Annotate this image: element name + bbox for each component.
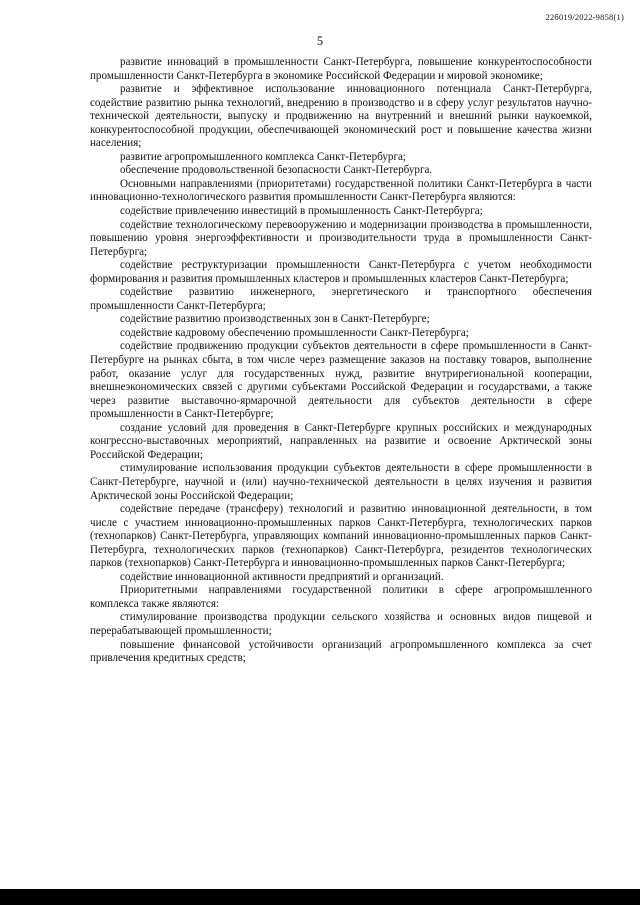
paragraph: содействие технологическому перевооружению и модернизации производства в промышленности, повышению уровня энергоэффективности и производительности труда в промышленности Санкт-Петербурга; — [90, 218, 592, 258]
document-body — [90, 56, 592, 666]
document-id: 22б019/2022-9858(1) — [545, 12, 624, 22]
paragraph: обеспечение продовольственной безопасности Санкт-Петербурга. — [120, 164, 433, 177]
paragraph: содействие реструктуризации промышленности Санкт-Петербурга с учетом необходимости формирования и развития промышленных кластеров и промышленных кластеров Санкт-Петербурга; — [90, 259, 592, 285]
paragraph: содействие инновационной активности предприятий и организаций. — [120, 570, 444, 583]
scan-edge-bar — [0, 889, 640, 905]
paragraph: содействие развитию производственных зон в Санкт-Петербурге; — [120, 313, 430, 326]
paragraph: стимулирование производства продукции сельского хозяйства и основных видов пищевой и перерабатывающей промышленности; — [90, 611, 592, 637]
paragraph: содействие продвижению продукции субъектов деятельности в сфере промышленности в Санкт-Петербурге на рынках сбыта, в том числе через размещение заказов на поставку товаров, выполнение работ, оказание услуг для государственных нужд, развитие внутрирегиональной кооперации, внешнеэкономических связей с другими субъектами Российской Федерации и государствами, а также через развитие выставочно-ярмарочной деятельности для субъектов деятельности в сфере промышленности в Санкт-Петербурге; — [90, 340, 592, 421]
paragraph: содействие кадровому обеспечению промышленности Санкт-Петербурга; — [120, 326, 469, 339]
page-number: 5 — [316, 34, 324, 48]
paragraph: Основными направлениями (приоритетами) государственной политики Санкт-Петербурга в части инновационно-технологического развития промышленности Санкт-Петербурга являются: — [90, 177, 592, 204]
paragraph: развитие агропромышленного комплекса Санкт-Петербурга; — [120, 150, 407, 163]
paragraph: создание условий для проведения в Санкт-Петербурге крупных российских и международных конгрессно-выставочных мероприятий, направленных на развитие и освоение Арктической зоны Российской Федерации; — [90, 421, 592, 461]
paragraph: содействие передаче (трансферу) технологий и развитию инновационной деятельности, в том числе с участием инновационно-промышленных парков Санкт-Петербурга, технологических парков (технопарков) Санкт-Петербурга, управляющих компаний инновационно-промышленных парков Санкт-Петербурга, технологических парков (технопарков) Санкт-Петербурга, резидентов технологических парков (технопарков) Санкт-Петербурга и инновационно-промышленных парков Санкт-Петербурга; — [90, 503, 592, 570]
paragraph: развитие инноваций в промышленности Санкт-Петербурга, повышение конкурентоспособности промышленности Санкт-Петербурга в экономике Российской Федерации и мировой экономике; — [90, 56, 592, 82]
paragraph: содействие привлечению инвестиций в промышленность Санкт-Петербурга; — [120, 205, 483, 218]
paragraph: содействие развитию инженерного, энергетического и транспортного обеспечения промышленности Санкт-Петербурга; — [90, 286, 592, 312]
paragraph: Приоритетными направлениями государственной политики в сфере агропромышленного комплекса также являются: — [90, 584, 592, 610]
paragraph: повышение финансовой устойчивости организаций агропромышленного комплекса за счет привлечения кредитных средств; — [90, 638, 592, 665]
paragraph: развитие и эффективное использование инновационного потенциала Санкт-Петербурга, содействие развитию рынка технологий, внедрению в производство и в сферу услуг результатов научно-технической деятельности, выпуску и продвижению на внутренний и внешний рынки наукоемкой, конкурентоспособной продукции, обеспечивающей экономический рост и повышение качества жизни населения; — [90, 83, 592, 150]
paragraph: стимулирование использования продукции субъектов деятельности в сфере промышленности в Санкт-Петербурге, научной и (или) научно-технической деятельности в целях изучения и развития Арктической зоны Российской Федерации; — [90, 462, 592, 502]
